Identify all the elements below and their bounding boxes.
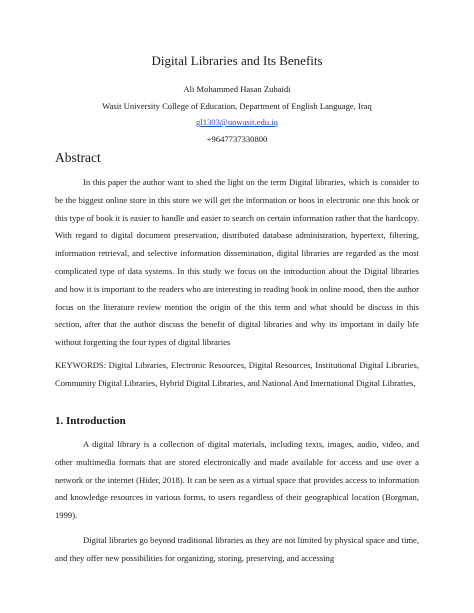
abstract-text: In this paper the author want to shed the light on the term Digital libraries, which is consider to be the biggest online store in this store we will get the information or boos in electronic one this book or this type of book it is easier to handle and easier to search on certain information rather that the hardcopy. With regard to digital document preservation, distributed database administration, hypertext, filtering, information retrieval, and selective information dissemination, digital libraries are regarded as the most complicated type of data systems. In this study we focus on the introduction about the Digital libraries and how it is important to the readers who are interesting in reading book in online mood, then the author focus on the literature review mention the origin of the this term and what should be discuss in this section, after that the author discuss the benefit of digital libraries and why its important in daily life without forgetting the four types of digital libraries — [55, 177, 419, 348]
author-email-link[interactable]: gl1303@uowasit.edu.iq — [196, 117, 278, 127]
section-heading-introduction: 1. Introduction — [55, 415, 126, 427]
paper-title: Digital Libraries and Its Benefits — [151, 53, 323, 68]
author-email-line — [0, 117, 474, 128]
abstract-heading: Abstract — [55, 150, 101, 165]
introduction-paragraph-2: Digital libraries go beyond traditional libraries as they are not limited by physical space and time, and they offer new possibilities for organizing, storing, preserving, and accessing — [55, 535, 419, 563]
author-affiliation: Wasit University College of Education, Department of English Language, Iraq — [102, 101, 372, 111]
author-name: Ali Mohammed Hasan Zubaidi — [183, 84, 291, 94]
author-phone: +9647737330800 — [206, 134, 268, 144]
introduction-paragraph-1: A digital library is a collection of digital materials, including texts, images, audio, video, and other multimedia formats that are stored electronically and made available for access and use over a network or the internet (Hider, 2018). It can be seen as a virtual space that provides access to information and knowledge resources in various forms, to users regardless of their geographical location (Borgman, 1999). — [55, 439, 419, 521]
keywords-text: KEYWORDS: Digital Libraries, Electronic Resources, Digital Resources, Institutional Digital Libraries, Community Digital Libraries, Hybrid Digital Libraries, and National And International Digital Libraries, — [55, 360, 419, 388]
